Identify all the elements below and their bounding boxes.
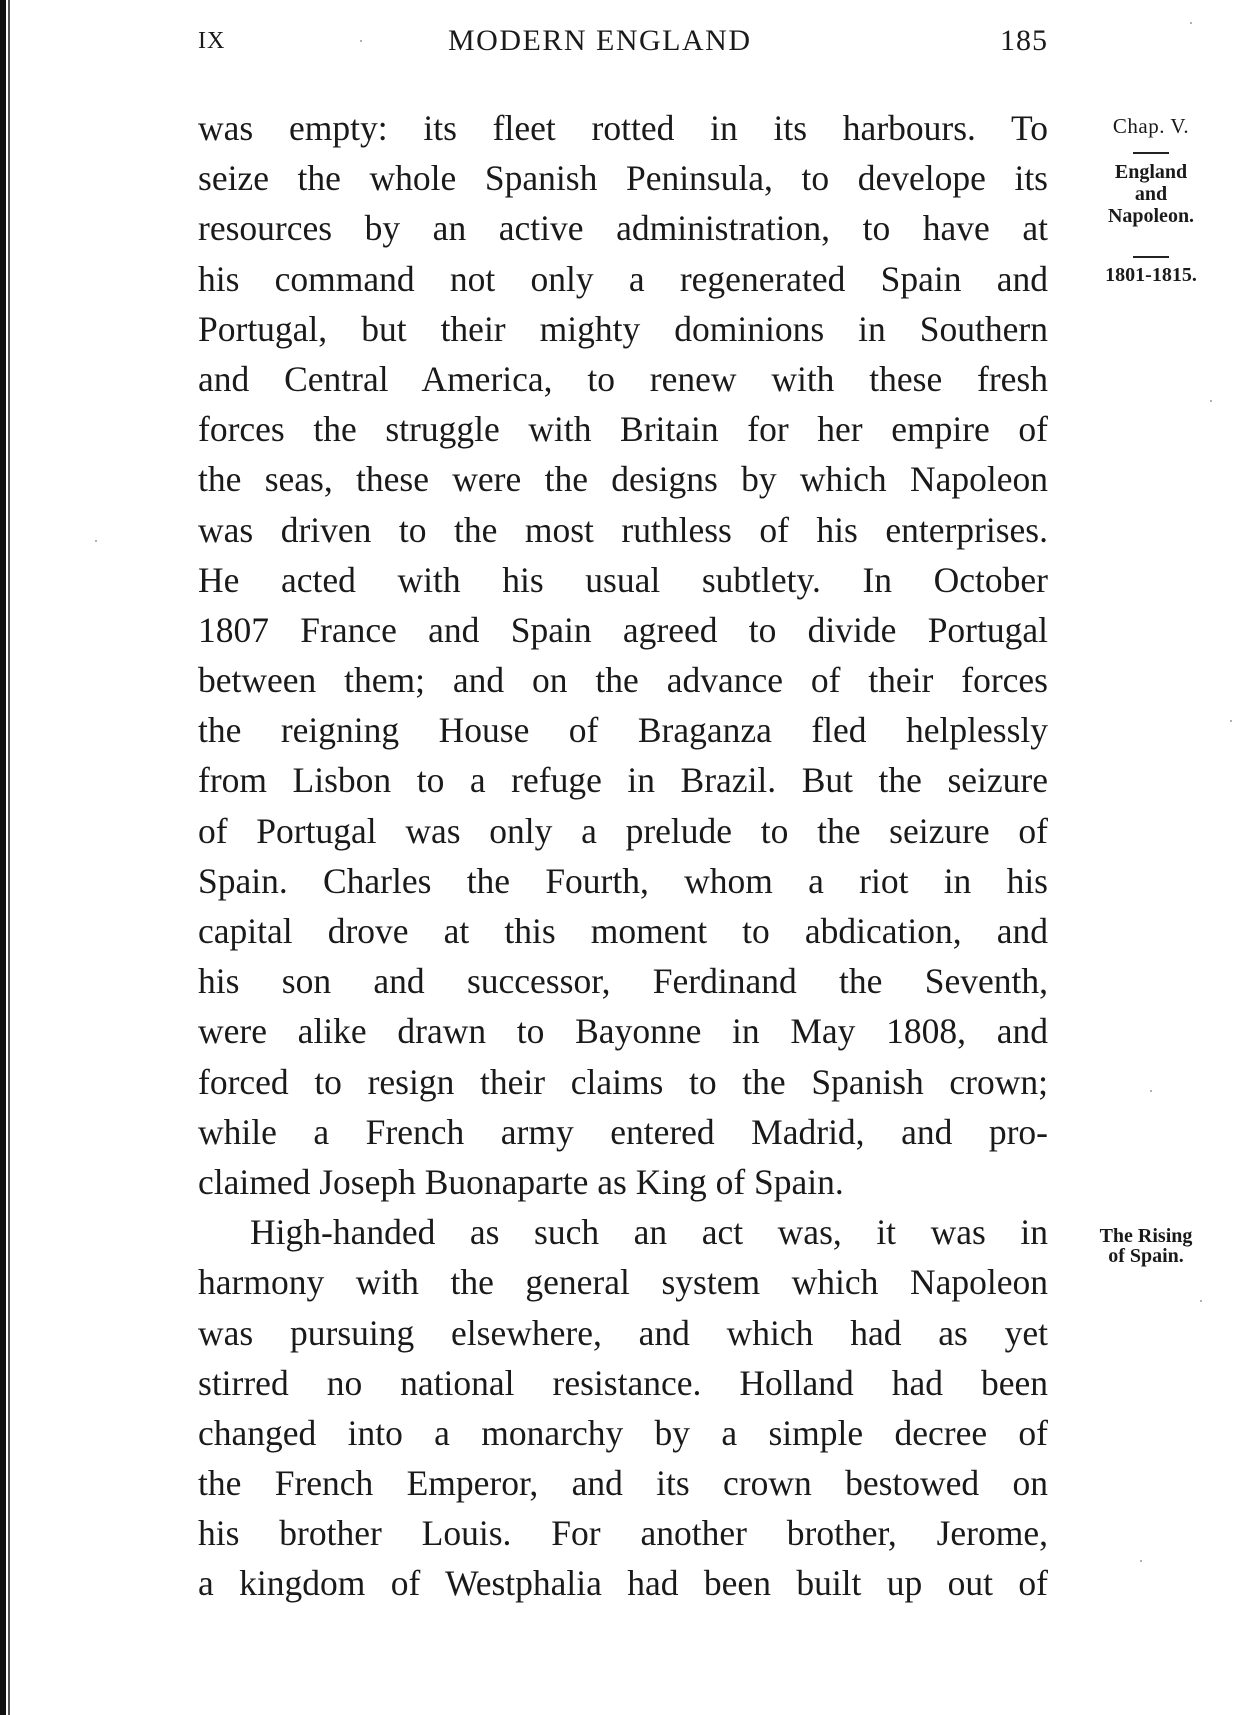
text-line: seize the whole Spanish Peninsula, to develope its <box>198 158 1048 199</box>
text-line: his brother Louis. For another brother, Jerome, <box>198 1513 1048 1554</box>
running-title: MODERN ENGLAND <box>448 24 752 57</box>
margin-topic-line: and <box>1134 183 1168 205</box>
chapter-roman-numeral: IX <box>198 28 226 54</box>
text-line: was empty: its fleet rotted in its harbours. To <box>198 108 1048 148</box>
text-line: forced to resign their claims to the Spanish crown; <box>198 1061 1048 1102</box>
text-line: the French Emperor, and its crown bestowed on <box>198 1463 1048 1504</box>
scan-speck <box>1230 720 1232 722</box>
text-line: the seas, these were the designs by which Napoleon <box>198 459 1048 500</box>
margin-rule <box>1133 256 1169 258</box>
text-line: stirred no national resistance. Holland had been <box>198 1362 1048 1403</box>
scan-speck <box>1210 400 1212 402</box>
margin-rising-line: of Spain. <box>1108 1245 1184 1267</box>
margin-note-rising <box>1066 1226 1226 1266</box>
margin-topic-line: Napoleon. <box>1107 205 1195 227</box>
text-line: He acted with his usual subtlety. In October <box>198 559 1048 600</box>
text-line: claimed Joseph Buonaparte as King of Spain. <box>198 1161 844 1202</box>
text-line: his command not only a regenerated Spain and <box>198 258 1048 299</box>
margin-rule <box>1133 152 1169 154</box>
text-line: of Portugal was only a prelude to the seizure of <box>198 810 1048 851</box>
text-line: and Central America, to renew with these fresh <box>198 358 1048 399</box>
text-line: resources by an active administration, to have at <box>198 208 1048 249</box>
scan-speck <box>360 40 362 42</box>
running-header <box>198 24 1048 64</box>
scan-speck <box>1200 1300 1202 1302</box>
text-line: while a French army entered Madrid, and pro- <box>198 1111 1048 1152</box>
scan-speck <box>1150 1090 1152 1092</box>
text-line: was pursuing elsewhere, and which had as yet <box>198 1312 1048 1353</box>
margin-topic <box>1066 161 1236 227</box>
page-binding-edge <box>0 0 6 1715</box>
page-number: 185 <box>1000 24 1048 57</box>
text-line: between them; and on the advance of their forces <box>198 660 1048 701</box>
text-line: was driven to the most ruthless of his enterprises. <box>198 509 1048 550</box>
body-text <box>198 103 1048 1609</box>
text-line: Portugal, but their mighty dominions in Southern <box>198 308 1048 349</box>
text-line: from Lisbon to a refuge in Brazil. But the seizure <box>198 760 1048 801</box>
scan-speck <box>1190 22 1192 24</box>
text-line: Spain. Charles the Fourth, whom a riot in his <box>198 860 1048 901</box>
margin-chapter-label: Chap. V. <box>1112 114 1190 138</box>
text-line: his son and successor, Ferdinand the Seventh, <box>198 961 1048 1002</box>
text-line: capital drove at this moment to abdication, and <box>198 911 1048 951</box>
margin-dates: 1801-1815. <box>1105 264 1197 286</box>
text-line: a kingdom of Westphalia had been built up out of <box>198 1563 1048 1604</box>
text-line: forces the struggle with Britain for her empire of <box>198 409 1048 450</box>
text-line: 1807 France and Spain agreed to divide Portugal <box>198 609 1048 650</box>
margin-rising-line: The Rising <box>1099 1225 1193 1247</box>
margin-topic-line: England <box>1114 161 1188 183</box>
scan-speck <box>1140 1560 1142 1562</box>
text-line: were alike drawn to Bayonne in May 1808, and <box>198 1011 1048 1052</box>
text-line: harmony with the general system which Napoleon <box>198 1262 1048 1303</box>
page-binding-shadow <box>8 0 10 1715</box>
text-line: the reigning House of Braganza fled helplessly <box>198 710 1048 751</box>
text-line: changed into a monarchy by a simple decree of <box>198 1412 1048 1453</box>
text-line: High-handed as such an act was, it was in <box>250 1212 1048 1253</box>
scan-speck <box>95 540 97 542</box>
